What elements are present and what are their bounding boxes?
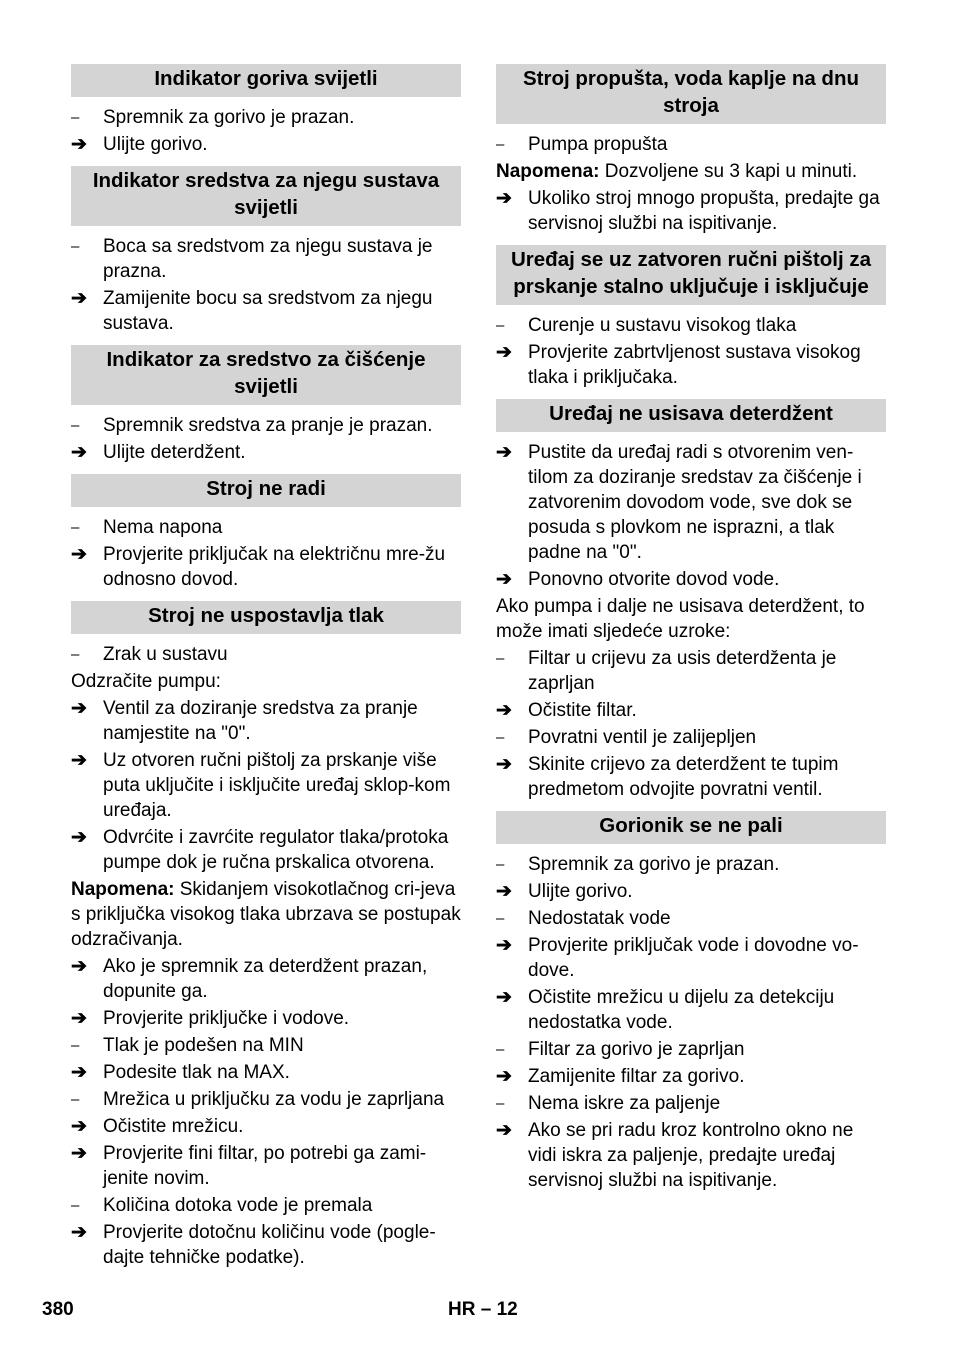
dash-bullet: – (71, 417, 80, 434)
item-text: Filtar za gorivo je zaprljan (528, 1039, 745, 1060)
dash-bullet: – (496, 1041, 505, 1058)
cause-item (496, 132, 886, 157)
arrow-right-icon: ➔ (71, 288, 87, 309)
note-label: Napomena: (71, 879, 175, 900)
section (496, 245, 886, 390)
cause-item (71, 105, 461, 130)
section-heading: Stroj ne radi (71, 474, 461, 507)
remedy-item (71, 1114, 461, 1139)
item-text: Provjerite fini filtar, po potrebi ga zami-jenite novim. (103, 1143, 427, 1189)
section-heading: Gorionik se ne pali (496, 811, 886, 844)
dash-bullet: – (496, 856, 505, 873)
item-text: Očistite mrežicu. (103, 1116, 244, 1137)
item-text: Mrežica u priključku za vodu je zaprljana (103, 1089, 445, 1110)
cause-item (496, 646, 886, 696)
arrow-right-icon: ➔ (71, 827, 87, 848)
section-heading: Indikator sredstva za njegu sustava svijetli (71, 166, 461, 226)
section (496, 399, 886, 802)
item-text: Očistite filtar. (528, 700, 637, 721)
section-heading: Stroj propušta, voda kaplje na dnu stroja (496, 64, 886, 124)
item-text: Tlak je podešen na MIN (103, 1035, 304, 1056)
note-paragraph (71, 877, 461, 952)
item-text: Zamijenite bocu sa sredstvom za njegu sustava. (103, 288, 433, 334)
cause-item (496, 1091, 886, 1116)
remedy-item (71, 1060, 461, 1085)
item-text: Nema iskre za paljenje (528, 1093, 721, 1114)
arrow-right-icon: ➔ (71, 698, 87, 719)
arrow-right-icon: ➔ (496, 1066, 512, 1087)
remedy-item (496, 186, 886, 236)
remedy-item (71, 1006, 461, 1031)
dash-bullet: – (71, 109, 80, 126)
cause-item (71, 413, 461, 438)
item-text: Zrak u sustavu (103, 644, 228, 665)
section (71, 345, 461, 465)
arrow-right-icon: ➔ (71, 544, 87, 565)
section-heading: Uređaj se uz zatvoren ručni pištolj za prskanje stalno uključuje i isključuje (496, 245, 886, 305)
remedy-item (71, 286, 461, 336)
item-text: Provjerite dotočnu količinu vode (pogle-dajte tehničke podatke). (103, 1222, 436, 1268)
remedy-item (71, 132, 461, 157)
note-text: Skidanjem visokotlačnog cri-jeva s priključka visokog tlaka ubrzava se postupak odzračivanja. (71, 879, 461, 950)
item-text: Zamijenite filtar za gorivo. (528, 1066, 745, 1087)
remedy-item (71, 748, 461, 823)
paragraph: Odzračite pumpu: (71, 671, 221, 692)
item-text: Pumpa propušta (528, 134, 668, 155)
section-heading: Stroj ne uspostavlja tlak (71, 601, 461, 634)
section-heading: Indikator goriva svijetli (71, 64, 461, 97)
remedy-item (496, 879, 886, 904)
dash-bullet: – (71, 519, 80, 536)
item-text: Količina dotoka vode je premala (103, 1195, 373, 1216)
remedy-item (496, 985, 886, 1035)
remedy-item (71, 542, 461, 592)
item-text: Ulijte gorivo. (103, 134, 208, 155)
arrow-right-icon: ➔ (71, 1008, 87, 1029)
item-text: Provjerite priključak na električnu mre-žu odnosno dovod. (103, 544, 446, 590)
item-text: Skinite crijevo za deterdžent te tupim predmetom odvojite povratni ventil. (528, 754, 839, 800)
dash-bullet: – (496, 317, 505, 334)
item-text: Filtar u crijevu za usis deterdženta je zaprljan (528, 648, 837, 694)
remedy-item (496, 1064, 886, 1089)
cause-item (496, 313, 886, 338)
item-text: Ako je spremnik za deterdžent prazan, dopunite ga. (103, 956, 428, 1002)
section (496, 64, 886, 236)
item-text: Curenje u sustavu visokog tlaka (528, 315, 797, 336)
arrow-right-icon: ➔ (496, 935, 512, 956)
item-text: Odvrćite i zavrćite regulator tlaka/protoka pumpe dok je ručna prskalica otvorena. (103, 827, 449, 873)
item-text: Povratni ventil je zalijepljen (528, 727, 757, 748)
arrow-right-icon: ➔ (496, 569, 512, 590)
item-text: Uz otvoren ručni pištolj za prskanje više puta uključite i isključite uređaj sklop-kom uređaja. (103, 750, 451, 821)
item-text: Provjerite zabrtvljenost sustava visokog tlaka i priključaka. (528, 342, 861, 388)
cause-item (71, 1033, 461, 1058)
arrow-right-icon: ➔ (496, 987, 512, 1008)
cause-item (496, 1037, 886, 1062)
arrow-right-icon: ➔ (71, 1143, 87, 1164)
arrow-right-icon: ➔ (71, 956, 87, 977)
item-text: Nema napona (103, 517, 223, 538)
item-text: Ulijte gorivo. (528, 881, 633, 902)
arrow-right-icon: ➔ (496, 754, 512, 775)
item-text: Ulijte deterdžent. (103, 442, 246, 463)
section (71, 474, 461, 592)
dash-bullet: – (71, 1197, 80, 1214)
right-column (496, 64, 886, 1202)
arrow-right-icon: ➔ (71, 750, 87, 771)
remedy-item (71, 1220, 461, 1270)
dash-bullet: – (71, 1091, 80, 1108)
remedy-item (71, 825, 461, 875)
remedy-item (71, 1141, 461, 1191)
arrow-right-icon: ➔ (496, 1120, 512, 1141)
cause-item (71, 1087, 461, 1112)
dash-bullet: – (71, 238, 80, 255)
arrow-right-icon: ➔ (71, 1116, 87, 1137)
left-column (71, 64, 461, 1279)
item-text: Spremnik za gorivo je prazan. (103, 107, 355, 128)
cause-item (496, 725, 886, 750)
item-text: Očistite mrežicu u dijelu za detekciju nedostatka vode. (528, 987, 835, 1033)
cause-item (71, 234, 461, 284)
item-text: Nedostatak vode (528, 908, 671, 929)
item-text: Ventil za doziranje sredstva za pranje namjestite na "0". (103, 698, 418, 744)
dash-bullet: – (71, 1037, 80, 1054)
remedy-item (496, 752, 886, 802)
item-text: Boca sa sredstvom za njegu sustava je prazna. (103, 236, 433, 282)
page-number: 380 (42, 1299, 74, 1320)
remedy-item (71, 440, 461, 465)
arrow-right-icon: ➔ (496, 442, 512, 463)
item-text: Provjerite priključak vode i dovodne vo-dove. (528, 935, 859, 981)
paragraph: Ako pumpa i dalje ne usisava deterdžent, to može imati sljedeće uzroke: (496, 596, 865, 642)
item-text: Spremnik za gorivo je prazan. (528, 854, 780, 875)
remedy-item (496, 698, 886, 723)
section (496, 811, 886, 1193)
cause-item (71, 1193, 461, 1218)
note-text: Dozvoljene su 3 kapi u minuti. (599, 161, 858, 182)
remedy-item (496, 440, 886, 565)
item-text: Provjerite priključke i vodove. (103, 1008, 350, 1029)
cause-item (496, 906, 886, 931)
dash-bullet: – (496, 136, 505, 153)
cause-item (71, 642, 461, 667)
section-heading: Indikator za sredstvo za čišćenje svijetli (71, 345, 461, 405)
section (71, 601, 461, 1270)
arrow-right-icon: ➔ (71, 442, 87, 463)
dash-bullet: – (496, 650, 505, 667)
item-text: Ako se pri radu kroz kontrolno okno ne vidi iskra za paljenje, predajte uređaj servisnoj službi na ispitivanje. (528, 1120, 854, 1191)
item-text: Podesite tlak na MAX. (103, 1062, 290, 1083)
arrow-right-icon: ➔ (496, 881, 512, 902)
section (71, 166, 461, 336)
remedy-item (496, 933, 886, 983)
arrow-right-icon: ➔ (71, 134, 87, 155)
remedy-item (71, 696, 461, 746)
remedy-item (71, 954, 461, 1004)
section (71, 64, 461, 157)
dash-bullet: – (496, 910, 505, 927)
cause-item (71, 515, 461, 540)
dash-bullet: – (496, 729, 505, 746)
cause-item (496, 852, 886, 877)
arrow-right-icon: ➔ (71, 1062, 87, 1083)
remedy-item (496, 1118, 886, 1193)
arrow-right-icon: ➔ (496, 188, 512, 209)
page-code: HR – 12 (448, 1299, 518, 1320)
item-text: Ponovno otvorite dovod vode. (528, 569, 780, 590)
note-paragraph (496, 159, 886, 184)
item-text: Pustite da uređaj radi s otvorenim ven-tilom za doziranje sredstav za čišćenje i zatvorenim dovodom vode, sve dok se posuda s plovkom ne isprazni, a tlak padne na "0". (528, 442, 862, 563)
dash-bullet: – (71, 646, 80, 663)
item-text: Ukoliko stroj mnogo propušta, predajte ga servisnoj službi na ispitivanje. (528, 188, 880, 234)
arrow-right-icon: ➔ (71, 1222, 87, 1243)
section-heading: Uređaj ne usisava deterdžent (496, 399, 886, 432)
note-label: Napomena: (496, 161, 600, 182)
arrow-right-icon: ➔ (496, 700, 512, 721)
item-text: Spremnik sredstva za pranje je prazan. (103, 415, 433, 436)
arrow-right-icon: ➔ (496, 342, 512, 363)
remedy-item (496, 567, 886, 592)
dash-bullet: – (496, 1095, 505, 1112)
remedy-item (496, 340, 886, 390)
